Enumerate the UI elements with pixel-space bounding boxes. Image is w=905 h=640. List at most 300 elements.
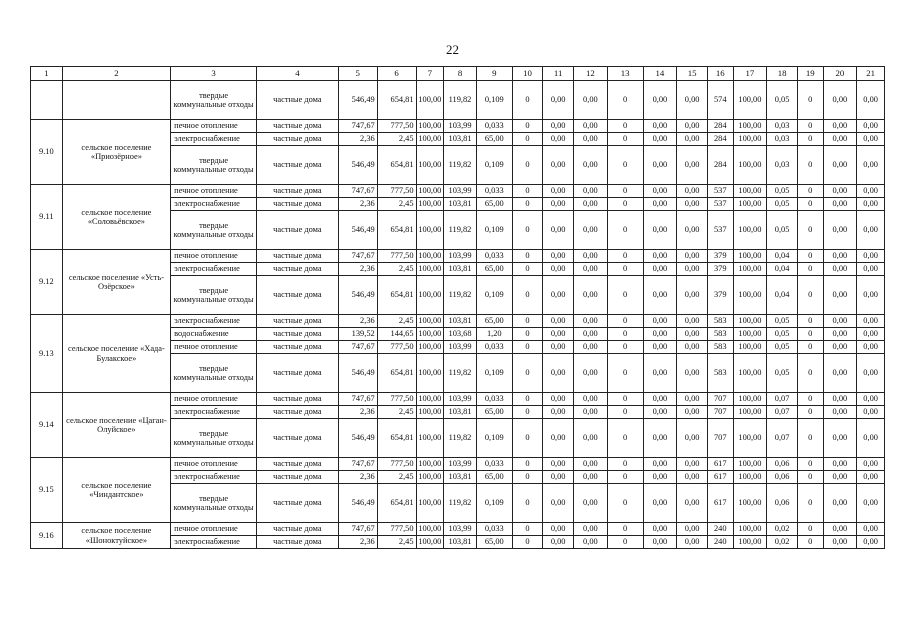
value-cell: 0,00 bbox=[857, 120, 885, 133]
value-cell: 100,00 bbox=[733, 198, 767, 211]
value-cell: 0,033 bbox=[476, 185, 512, 198]
value-cell: 0,00 bbox=[677, 146, 708, 185]
value-cell: 0,00 bbox=[643, 328, 677, 341]
value-cell: 583 bbox=[707, 341, 733, 354]
settlement-number: 9.13 bbox=[31, 315, 63, 393]
value-cell: 0 bbox=[607, 354, 643, 393]
service-name: печное отопление bbox=[171, 523, 257, 536]
value-cell: 0,00 bbox=[857, 393, 885, 406]
value-cell: 747,67 bbox=[338, 341, 377, 354]
value-cell: 583 bbox=[707, 354, 733, 393]
value-cell: 100,00 bbox=[733, 484, 767, 523]
value-cell: 0,00 bbox=[543, 523, 574, 536]
value-cell: 103,81 bbox=[444, 315, 477, 328]
value-cell: 100,00 bbox=[416, 536, 444, 549]
value-cell: 777,50 bbox=[377, 185, 416, 198]
housing-type: частные дома bbox=[257, 315, 339, 328]
value-cell: 0,05 bbox=[767, 81, 798, 120]
value-cell: 0 bbox=[797, 523, 823, 536]
value-cell: 0,04 bbox=[767, 263, 798, 276]
value-cell: 0,00 bbox=[857, 185, 885, 198]
value-cell: 0 bbox=[512, 393, 543, 406]
column-number: 9 bbox=[476, 67, 512, 81]
value-cell: 0 bbox=[797, 211, 823, 250]
value-cell: 747,67 bbox=[338, 393, 377, 406]
value-cell: 0,00 bbox=[677, 341, 708, 354]
value-cell: 240 bbox=[707, 523, 733, 536]
value-cell: 2,45 bbox=[377, 406, 416, 419]
value-cell: 0,00 bbox=[643, 250, 677, 263]
value-cell: 65,00 bbox=[476, 133, 512, 146]
value-cell: 103,99 bbox=[444, 250, 477, 263]
value-cell: 0,00 bbox=[823, 484, 857, 523]
value-cell: 100,00 bbox=[733, 341, 767, 354]
value-cell: 65,00 bbox=[476, 471, 512, 484]
value-cell: 0 bbox=[797, 185, 823, 198]
value-cell: 0,05 bbox=[767, 341, 798, 354]
value-cell: 0,00 bbox=[643, 354, 677, 393]
value-cell: 0 bbox=[512, 250, 543, 263]
settlement-name: сельское поселение «Хада-Булакское» bbox=[62, 315, 170, 393]
value-cell: 0 bbox=[512, 81, 543, 120]
service-name: электроснабжение bbox=[171, 133, 257, 146]
value-cell: 0 bbox=[607, 198, 643, 211]
column-number-row bbox=[31, 67, 885, 81]
value-cell: 0,00 bbox=[823, 81, 857, 120]
value-cell: 0,00 bbox=[643, 484, 677, 523]
value-cell: 0,00 bbox=[543, 341, 574, 354]
column-number: 13 bbox=[607, 67, 643, 81]
value-cell: 0,00 bbox=[823, 198, 857, 211]
value-cell: 0,00 bbox=[574, 328, 608, 341]
housing-type: частные дома bbox=[257, 250, 339, 263]
value-cell: 0,00 bbox=[543, 484, 574, 523]
value-cell: 100,00 bbox=[416, 393, 444, 406]
housing-type: частные дома bbox=[257, 198, 339, 211]
value-cell: 100,00 bbox=[733, 120, 767, 133]
value-cell: 0 bbox=[797, 250, 823, 263]
service-name: твердые коммунальные отходы bbox=[171, 81, 257, 120]
value-cell: 0,00 bbox=[677, 536, 708, 549]
value-cell: 0,00 bbox=[543, 471, 574, 484]
housing-type: частные дома bbox=[257, 146, 339, 185]
value-cell: 0 bbox=[512, 146, 543, 185]
value-cell: 0,00 bbox=[677, 458, 708, 471]
value-cell: 100,00 bbox=[416, 263, 444, 276]
value-cell: 0,00 bbox=[643, 419, 677, 458]
value-cell: 546,49 bbox=[338, 419, 377, 458]
value-cell: 0 bbox=[607, 419, 643, 458]
value-cell: 0 bbox=[512, 406, 543, 419]
value-cell: 546,49 bbox=[338, 276, 377, 315]
value-cell: 0,00 bbox=[823, 536, 857, 549]
value-cell: 777,50 bbox=[377, 120, 416, 133]
value-cell: 0,00 bbox=[574, 341, 608, 354]
value-cell: 100,00 bbox=[416, 419, 444, 458]
housing-type: частные дома bbox=[257, 471, 339, 484]
value-cell: 100,00 bbox=[416, 315, 444, 328]
value-cell: 0,00 bbox=[643, 458, 677, 471]
value-cell: 0,00 bbox=[574, 263, 608, 276]
value-cell: 0,00 bbox=[543, 536, 574, 549]
value-cell: 0,00 bbox=[677, 133, 708, 146]
value-cell: 0 bbox=[512, 536, 543, 549]
page-number: 22 bbox=[446, 42, 459, 57]
value-cell: 0 bbox=[607, 146, 643, 185]
value-cell: 777,50 bbox=[377, 393, 416, 406]
value-cell: 0,00 bbox=[823, 341, 857, 354]
column-number: 1 bbox=[31, 67, 63, 81]
housing-type: частные дома bbox=[257, 484, 339, 523]
value-cell: 0,109 bbox=[476, 211, 512, 250]
value-cell: 0,00 bbox=[857, 354, 885, 393]
value-cell: 0 bbox=[797, 81, 823, 120]
value-cell: 103,99 bbox=[444, 458, 477, 471]
value-cell: 0,033 bbox=[476, 393, 512, 406]
value-cell: 0 bbox=[797, 536, 823, 549]
value-cell: 0,00 bbox=[823, 458, 857, 471]
value-cell: 0,05 bbox=[767, 198, 798, 211]
value-cell: 103,99 bbox=[444, 523, 477, 536]
value-cell: 0 bbox=[607, 263, 643, 276]
value-cell: 0,00 bbox=[823, 354, 857, 393]
value-cell: 707 bbox=[707, 419, 733, 458]
value-cell: 0,00 bbox=[574, 406, 608, 419]
value-cell: 0 bbox=[512, 263, 543, 276]
value-cell: 0,00 bbox=[574, 211, 608, 250]
housing-type: частные дома bbox=[257, 406, 339, 419]
value-cell: 0,00 bbox=[823, 120, 857, 133]
value-cell: 0,033 bbox=[476, 341, 512, 354]
value-cell: 0,00 bbox=[574, 185, 608, 198]
value-cell: 119,82 bbox=[444, 419, 477, 458]
value-cell: 0 bbox=[512, 315, 543, 328]
value-cell: 0 bbox=[797, 458, 823, 471]
value-cell: 100,00 bbox=[416, 276, 444, 315]
value-cell: 0 bbox=[797, 120, 823, 133]
value-cell: 0,00 bbox=[543, 315, 574, 328]
value-cell: 0 bbox=[512, 419, 543, 458]
value-cell: 2,45 bbox=[377, 471, 416, 484]
settlement-name: сельское поселение «Чиндантское» bbox=[62, 458, 170, 523]
value-cell: 537 bbox=[707, 185, 733, 198]
service-name: твердые коммунальные отходы bbox=[171, 354, 257, 393]
value-cell: 0,00 bbox=[857, 471, 885, 484]
value-cell: 0 bbox=[797, 484, 823, 523]
service-name: электроснабжение bbox=[171, 471, 257, 484]
value-cell: 100,00 bbox=[416, 120, 444, 133]
value-cell: 103,81 bbox=[444, 133, 477, 146]
value-cell: 0 bbox=[512, 341, 543, 354]
value-cell: 100,00 bbox=[733, 146, 767, 185]
value-cell: 0,109 bbox=[476, 484, 512, 523]
value-cell: 0,00 bbox=[857, 341, 885, 354]
value-cell: 100,00 bbox=[733, 536, 767, 549]
value-cell: 0 bbox=[607, 523, 643, 536]
value-cell: 0,00 bbox=[643, 341, 677, 354]
value-cell: 574 bbox=[707, 81, 733, 120]
value-cell: 0,00 bbox=[543, 133, 574, 146]
column-number: 6 bbox=[377, 67, 416, 81]
value-cell: 100,00 bbox=[416, 354, 444, 393]
value-cell: 100,00 bbox=[416, 471, 444, 484]
value-cell: 0,00 bbox=[677, 120, 708, 133]
value-cell: 654,81 bbox=[377, 354, 416, 393]
value-cell: 100,00 bbox=[733, 315, 767, 328]
housing-type: частные дома bbox=[257, 354, 339, 393]
settlement-number: 9.12 bbox=[31, 250, 63, 315]
value-cell: 100,00 bbox=[733, 211, 767, 250]
value-cell: 0,05 bbox=[767, 328, 798, 341]
value-cell: 0 bbox=[797, 406, 823, 419]
value-cell: 0,00 bbox=[677, 198, 708, 211]
value-cell: 707 bbox=[707, 406, 733, 419]
settlement-name bbox=[62, 81, 170, 120]
value-cell: 379 bbox=[707, 276, 733, 315]
value-cell: 103,99 bbox=[444, 393, 477, 406]
value-cell: 0,00 bbox=[643, 198, 677, 211]
value-cell: 777,50 bbox=[377, 458, 416, 471]
value-cell: 0 bbox=[607, 276, 643, 315]
service-name: электроснабжение bbox=[171, 263, 257, 276]
value-cell: 0,00 bbox=[857, 198, 885, 211]
value-cell: 0,00 bbox=[543, 198, 574, 211]
service-name: печное отопление bbox=[171, 393, 257, 406]
value-cell: 777,50 bbox=[377, 341, 416, 354]
value-cell: 0 bbox=[607, 458, 643, 471]
value-cell: 100,00 bbox=[416, 341, 444, 354]
value-cell: 0,00 bbox=[543, 406, 574, 419]
service-name: электроснабжение bbox=[171, 406, 257, 419]
value-cell: 100,00 bbox=[733, 393, 767, 406]
value-cell: 0 bbox=[797, 276, 823, 315]
value-cell: 100,00 bbox=[733, 406, 767, 419]
service-name: печное отопление bbox=[171, 458, 257, 471]
housing-type: частные дома bbox=[257, 328, 339, 341]
value-cell: 0,04 bbox=[767, 250, 798, 263]
value-cell: 0 bbox=[607, 315, 643, 328]
value-cell: 0,03 bbox=[767, 133, 798, 146]
value-cell: 0,00 bbox=[823, 146, 857, 185]
tariff-table bbox=[30, 66, 885, 549]
value-cell: 100,00 bbox=[733, 81, 767, 120]
service-name: твердые коммунальные отходы bbox=[171, 419, 257, 458]
value-cell: 0 bbox=[797, 354, 823, 393]
table-row bbox=[31, 393, 885, 406]
value-cell: 0,00 bbox=[643, 133, 677, 146]
service-name: электроснабжение bbox=[171, 315, 257, 328]
value-cell: 0,00 bbox=[643, 211, 677, 250]
value-cell: 654,81 bbox=[377, 419, 416, 458]
value-cell: 0,00 bbox=[677, 419, 708, 458]
value-cell: 0,00 bbox=[823, 185, 857, 198]
value-cell: 0,00 bbox=[677, 484, 708, 523]
value-cell: 0,02 bbox=[767, 536, 798, 549]
value-cell: 100,00 bbox=[733, 328, 767, 341]
column-number: 16 bbox=[707, 67, 733, 81]
value-cell: 0 bbox=[607, 536, 643, 549]
value-cell: 100,00 bbox=[733, 458, 767, 471]
service-name: печное отопление bbox=[171, 185, 257, 198]
value-cell: 0,05 bbox=[767, 211, 798, 250]
column-number: 10 bbox=[512, 67, 543, 81]
value-cell: 0,00 bbox=[677, 471, 708, 484]
value-cell: 0 bbox=[512, 484, 543, 523]
value-cell: 0,00 bbox=[857, 211, 885, 250]
value-cell: 0 bbox=[607, 341, 643, 354]
service-name: печное отопление bbox=[171, 341, 257, 354]
value-cell: 0,00 bbox=[574, 315, 608, 328]
value-cell: 0,00 bbox=[543, 328, 574, 341]
value-cell: 119,82 bbox=[444, 81, 477, 120]
value-cell: 0,00 bbox=[643, 276, 677, 315]
value-cell: 0,00 bbox=[823, 211, 857, 250]
value-cell: 379 bbox=[707, 250, 733, 263]
value-cell: 240 bbox=[707, 536, 733, 549]
value-cell: 0,00 bbox=[823, 315, 857, 328]
value-cell: 0,07 bbox=[767, 393, 798, 406]
value-cell: 100,00 bbox=[733, 250, 767, 263]
service-name: электроснабжение bbox=[171, 536, 257, 549]
value-cell: 0,00 bbox=[857, 250, 885, 263]
value-cell: 100,00 bbox=[733, 419, 767, 458]
value-cell: 65,00 bbox=[476, 315, 512, 328]
value-cell: 100,00 bbox=[416, 406, 444, 419]
column-number: 12 bbox=[574, 67, 608, 81]
value-cell: 0 bbox=[512, 523, 543, 536]
value-cell: 0,00 bbox=[643, 471, 677, 484]
value-cell: 0,00 bbox=[823, 263, 857, 276]
housing-type: частные дома bbox=[257, 536, 339, 549]
value-cell: 100,00 bbox=[416, 185, 444, 198]
value-cell: 0 bbox=[607, 185, 643, 198]
value-cell: 654,81 bbox=[377, 81, 416, 120]
value-cell: 0,00 bbox=[857, 315, 885, 328]
value-cell: 0,00 bbox=[643, 536, 677, 549]
value-cell: 284 bbox=[707, 120, 733, 133]
value-cell: 2,45 bbox=[377, 263, 416, 276]
value-cell: 65,00 bbox=[476, 198, 512, 211]
value-cell: 0,00 bbox=[677, 276, 708, 315]
value-cell: 0 bbox=[797, 315, 823, 328]
value-cell: 103,99 bbox=[444, 120, 477, 133]
housing-type: частные дома bbox=[257, 458, 339, 471]
value-cell: 0,03 bbox=[767, 146, 798, 185]
service-name: печное отопление bbox=[171, 120, 257, 133]
value-cell: 0,109 bbox=[476, 276, 512, 315]
value-cell: 0 bbox=[512, 471, 543, 484]
value-cell: 100,00 bbox=[733, 523, 767, 536]
value-cell: 2,36 bbox=[338, 536, 377, 549]
value-cell: 100,00 bbox=[733, 263, 767, 276]
value-cell: 0,00 bbox=[574, 484, 608, 523]
value-cell: 0,00 bbox=[643, 523, 677, 536]
value-cell: 0,00 bbox=[643, 315, 677, 328]
value-cell: 100,00 bbox=[416, 133, 444, 146]
settlement-name: сельское поселение «Шоноктуйское» bbox=[62, 523, 170, 549]
value-cell: 119,82 bbox=[444, 276, 477, 315]
value-cell: 0 bbox=[512, 133, 543, 146]
value-cell: 100,00 bbox=[733, 185, 767, 198]
value-cell: 103,81 bbox=[444, 471, 477, 484]
column-number: 17 bbox=[733, 67, 767, 81]
value-cell: 0,05 bbox=[767, 315, 798, 328]
settlement-number: 9.10 bbox=[31, 120, 63, 185]
value-cell: 0 bbox=[512, 120, 543, 133]
value-cell: 0,00 bbox=[543, 393, 574, 406]
value-cell: 0,00 bbox=[677, 406, 708, 419]
value-cell: 0,00 bbox=[543, 146, 574, 185]
housing-type: частные дома bbox=[257, 185, 339, 198]
value-cell: 0,00 bbox=[543, 276, 574, 315]
value-cell: 379 bbox=[707, 263, 733, 276]
value-cell: 747,67 bbox=[338, 185, 377, 198]
value-cell: 0,109 bbox=[476, 354, 512, 393]
value-cell: 747,67 bbox=[338, 250, 377, 263]
value-cell: 119,82 bbox=[444, 211, 477, 250]
value-cell: 100,00 bbox=[733, 471, 767, 484]
value-cell: 0 bbox=[607, 471, 643, 484]
column-number: 15 bbox=[677, 67, 708, 81]
service-name: электроснабжение bbox=[171, 198, 257, 211]
value-cell: 0 bbox=[797, 263, 823, 276]
value-cell: 0,033 bbox=[476, 458, 512, 471]
value-cell: 537 bbox=[707, 211, 733, 250]
table-row bbox=[31, 315, 885, 328]
value-cell: 0,00 bbox=[574, 354, 608, 393]
value-cell: 0 bbox=[797, 341, 823, 354]
value-cell: 0,00 bbox=[543, 211, 574, 250]
value-cell: 0,00 bbox=[823, 276, 857, 315]
value-cell: 2,36 bbox=[338, 406, 377, 419]
service-name: водоснабжение bbox=[171, 328, 257, 341]
value-cell: 0 bbox=[797, 198, 823, 211]
value-cell: 747,67 bbox=[338, 523, 377, 536]
column-number: 19 bbox=[797, 67, 823, 81]
value-cell: 0,00 bbox=[574, 120, 608, 133]
value-cell: 2,36 bbox=[338, 133, 377, 146]
value-cell: 103,99 bbox=[444, 185, 477, 198]
value-cell: 119,82 bbox=[444, 484, 477, 523]
column-number: 5 bbox=[338, 67, 377, 81]
value-cell: 0,00 bbox=[857, 133, 885, 146]
value-cell: 0 bbox=[797, 419, 823, 458]
value-cell: 0,00 bbox=[857, 263, 885, 276]
value-cell: 65,00 bbox=[476, 536, 512, 549]
value-cell: 0,00 bbox=[543, 354, 574, 393]
settlement-number: 9.14 bbox=[31, 393, 63, 458]
value-cell: 2,45 bbox=[377, 315, 416, 328]
value-cell: 0,00 bbox=[677, 523, 708, 536]
value-cell: 0,00 bbox=[574, 81, 608, 120]
value-cell: 0,00 bbox=[574, 146, 608, 185]
value-cell: 139,52 bbox=[338, 328, 377, 341]
value-cell: 777,50 bbox=[377, 250, 416, 263]
value-cell: 0,00 bbox=[574, 419, 608, 458]
value-cell: 0,00 bbox=[543, 250, 574, 263]
value-cell: 0,05 bbox=[767, 354, 798, 393]
value-cell: 0,00 bbox=[543, 263, 574, 276]
value-cell: 537 bbox=[707, 198, 733, 211]
column-number: 8 bbox=[444, 67, 477, 81]
value-cell: 0,06 bbox=[767, 458, 798, 471]
table-row bbox=[31, 81, 885, 120]
value-cell: 103,81 bbox=[444, 406, 477, 419]
value-cell: 100,00 bbox=[416, 523, 444, 536]
settlement-number: 9.16 bbox=[31, 523, 63, 549]
value-cell: 0,00 bbox=[857, 328, 885, 341]
value-cell: 747,67 bbox=[338, 458, 377, 471]
